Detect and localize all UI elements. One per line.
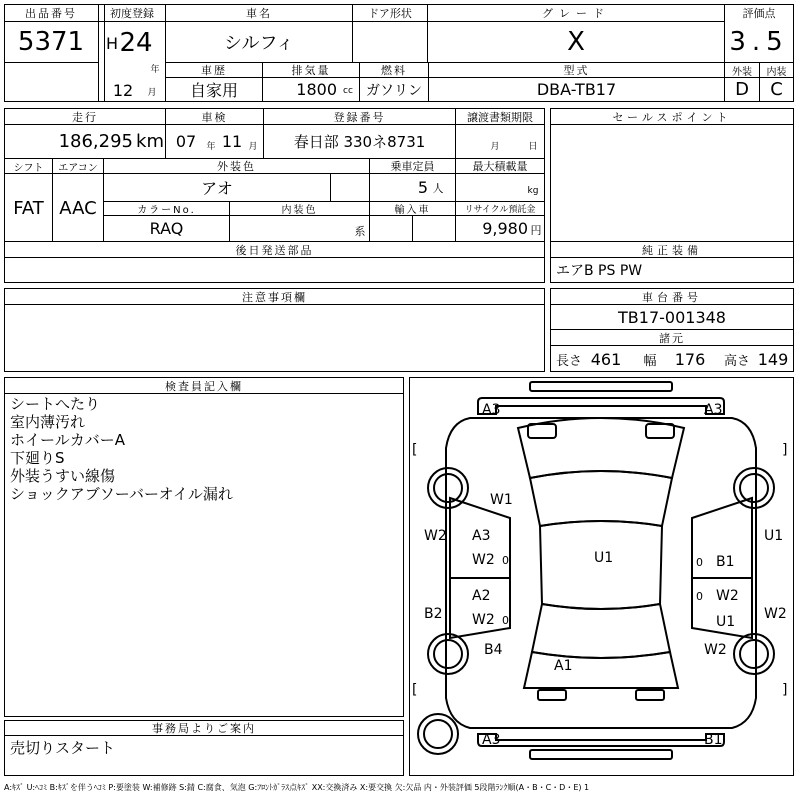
aircon-value: AAC <box>59 197 97 219</box>
yen-unit: 円 <box>530 224 542 237</box>
insp-year-unit: 年 <box>206 141 216 152</box>
mark-right-fender: U1 <box>764 528 784 544</box>
exterior-label: 外装 <box>732 66 752 78</box>
mark-zero: 0 <box>502 614 509 627</box>
mark-front-left-wheel: W1 <box>490 492 513 508</box>
note-item: 室内薄汚れ <box>10 413 86 431</box>
note-item: ショックアブソーバーオイル漏れ <box>10 485 233 503</box>
mark-bracket: ] <box>782 682 788 698</box>
grade-label: グレード <box>542 7 610 20</box>
insp-month-value: 11 <box>221 131 243 151</box>
legend-text: A:ｷｽﾞ U:ﾍｺﾐ B:ｷｽﾞを伴うﾍｺﾐ P:要塗装 W:補修跡 S:錆 C:腐食、気泡 G:ﾌﾛﾝﾄｶﾞﾗｽ点ｷｽﾞ XX:交換済み X:要交換 欠:欠品 内・外装評価 5段階ﾗﾝｸ順(A・B・C・D・E) 1 <box>4 782 590 792</box>
reg-no-value: 春日部 330ネ8731 <box>293 132 426 151</box>
length-value: 461 <box>590 349 622 369</box>
mark-fl-door-w: W2 <box>472 552 495 568</box>
inspector-label: 検査員記入欄 <box>165 379 243 393</box>
year-unit: 年 <box>150 64 160 75</box>
mark-front-left: A3 <box>482 402 501 418</box>
mark-bracket: ] <box>782 442 788 458</box>
interior-label: 内装 <box>766 66 787 78</box>
chassis-no-label: 車台番号 <box>642 290 702 304</box>
recycle-value: 9,980 <box>482 219 528 238</box>
shift-label: シフト <box>13 162 44 174</box>
mark-rl-door-w: W2 <box>472 612 495 628</box>
length-label: 長さ <box>555 353 582 369</box>
mark-rear-left: A3 <box>482 732 501 748</box>
car-diagram-svg <box>410 378 792 774</box>
equipment-label: 純正装備 <box>642 243 702 257</box>
mark-left-quarter: B2 <box>424 606 443 622</box>
office-label: 事務局よりご案内 <box>152 722 256 735</box>
mark-zero: 0 <box>502 554 509 567</box>
sales-point-block <box>550 108 794 242</box>
cc-unit: cc <box>343 86 353 96</box>
car-name-value: シルフィ <box>223 33 295 54</box>
month-value: 12 <box>112 80 134 100</box>
kei-unit: 系 <box>354 225 366 238</box>
recycle-label: リサイクル預託金 <box>464 205 536 215</box>
insp-year-value: 07 <box>175 131 197 151</box>
ext-color-label: 外装色 <box>217 160 256 173</box>
mark-fl-door-a: A3 <box>472 528 491 544</box>
office-note: 売切りスタート <box>10 738 116 757</box>
mark-rear-right: B1 <box>704 732 723 748</box>
model-code-label: 型式 <box>563 64 590 77</box>
caution-label: 注意事項欄 <box>242 290 307 304</box>
km-unit: km <box>136 130 164 152</box>
note-item: ホイールカバーA <box>10 431 125 449</box>
score-label: 評価点 <box>742 7 776 20</box>
car-diagram <box>409 377 794 776</box>
mileage-label: 走行 <box>72 110 98 124</box>
mark-trunk: A1 <box>554 658 573 674</box>
history-value: 自家用 <box>189 81 238 100</box>
car-name-label: 車名 <box>246 7 272 20</box>
model-code-value: DBA-TB17 <box>536 80 617 99</box>
inspector-notes <box>10 395 400 503</box>
fuel-label: 燃料 <box>381 64 407 77</box>
docs-day-unit: 日 <box>528 141 538 152</box>
kg-unit: kg <box>527 186 539 196</box>
width-label: 幅 <box>643 353 657 369</box>
person-unit: 人 <box>432 182 444 195</box>
shift-value: FAT <box>13 197 44 219</box>
displacement-label: 排気量 <box>291 64 331 77</box>
mark-rr-door-w: W2 <box>716 588 739 604</box>
color-no-value: RAQ <box>149 219 184 238</box>
note-item: シートへたり <box>10 395 101 413</box>
first-reg-label: 初度登録 <box>110 7 154 20</box>
interior-score: C <box>770 79 783 100</box>
mark-rr-door-u: U1 <box>716 614 736 630</box>
transfer-docs-label: 譲渡書類期限 <box>467 110 533 124</box>
mark-rl-wheel: B4 <box>484 642 503 658</box>
import-label: 輸入車 <box>394 205 431 216</box>
docs-month-unit: 月 <box>490 141 500 152</box>
later-parts-label: 後日発送部品 <box>235 243 314 257</box>
sales-point-label: セールスポイント <box>612 110 732 124</box>
note-item: 外装うすい線傷 <box>10 467 116 485</box>
color-no-label: カラーNo. <box>137 205 196 216</box>
max-load-label: 最大積載量 <box>472 160 528 173</box>
mark-right-quarter: W2 <box>764 606 787 622</box>
exterior-score: D <box>735 79 749 100</box>
int-color-label: 内装色 <box>281 205 318 216</box>
mark-rr-wheel: W2 <box>704 642 727 658</box>
mark-fr-door: B1 <box>716 554 735 570</box>
mark-bracket: [ <box>412 682 418 698</box>
year-value: 24 <box>119 28 153 58</box>
lot-no-value: 5371 <box>17 27 85 57</box>
chassis-no-value: TB17-001348 <box>618 307 726 327</box>
mileage-value: 186,295 <box>58 130 133 152</box>
era-value: H <box>105 33 119 53</box>
height-label: 高さ <box>723 353 750 369</box>
history-label: 車歴 <box>201 64 227 77</box>
door-value <box>353 22 427 62</box>
inspection-label: 車検 <box>201 110 228 124</box>
equipment-value: エアB PS PW <box>556 263 643 279</box>
mark-zero: 0 <box>696 556 703 569</box>
note-item: 下廻りS <box>10 449 65 467</box>
grade-value: X <box>567 27 585 57</box>
mark-zero: 0 <box>696 590 703 603</box>
fuel-value: ガソリン <box>366 82 422 99</box>
height-value: 149 <box>757 349 789 369</box>
lot-no-label: 出品番号 <box>25 7 77 20</box>
displacement-value: 1800 <box>296 80 337 99</box>
mark-bracket: [ <box>412 442 418 458</box>
seating-value: 5 <box>417 177 428 197</box>
aircon-label: エアコン <box>58 162 98 174</box>
width-value: 176 <box>674 349 706 369</box>
mark-front-right: A3 <box>704 402 723 418</box>
door-label: ドア形状 <box>368 7 412 20</box>
reg-no-label: 登録番号 <box>333 110 386 124</box>
month-unit: 月 <box>147 87 157 98</box>
mark-left-fender: W2 <box>424 528 447 544</box>
score-value: 3.5 <box>729 27 789 57</box>
insp-month-unit: 月 <box>248 141 258 152</box>
ext-color-value: アオ <box>201 178 233 198</box>
mark-roof: U1 <box>594 550 614 566</box>
mark-rl-door-a: A2 <box>472 588 491 604</box>
specs-label: 諸元 <box>659 331 685 345</box>
seating-label: 乗車定員 <box>390 160 435 173</box>
